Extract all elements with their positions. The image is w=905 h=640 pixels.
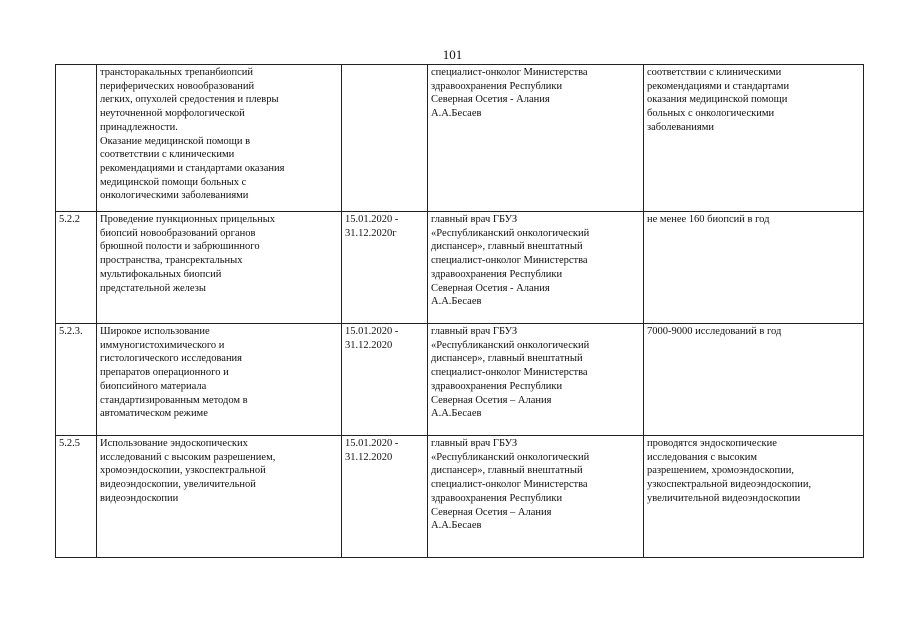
responsible-cell: специалист-онколог Министерства здравоохранения Республики Северная Осетия - Алания А.А.Бесаев (428, 65, 644, 212)
activity-cell: Широкое использование иммуногистохимического и гистологического исследования препаратов операционного и биопсийного материала стандартизированным методом в автоматическом режиме (97, 324, 342, 436)
result-cell: 7000-9000 исследований в год (644, 324, 864, 436)
dates-cell (342, 65, 428, 212)
activities-table (55, 64, 864, 558)
activity-cell: трансторакальных трепанбиопсий периферических новообразований легких, опухолей средостения и плевры неуточненной морфологической принадлежности. Оказание медицинской помощи в соответствии с клиническими рекомендациями и стандартами оказания медицинской помощи больных с онкологическими заболеваниями (97, 65, 342, 212)
responsible-cell: главный врач ГБУЗ «Республиканский онкологический диспансер», главный внештатный специалист-онколог Министерства здравоохранения Республики Северная Осетия – Алания А.А.Бесаев (428, 436, 644, 558)
table-row (56, 324, 864, 436)
dates-cell: 15.01.2020 - 31.12.2020 (342, 324, 428, 436)
page-number: 101 (442, 47, 463, 62)
responsible-cell: главный врач ГБУЗ «Республиканский онкологический диспансер», главный внештатный специалист-онколог Министерства здравоохранения Республики Северная Осетия – Алания А.А.Бесаев (428, 324, 644, 436)
table-row (56, 436, 864, 558)
item-number-cell: 5.2.5 (56, 436, 97, 558)
item-number-cell: 5.2.3. (56, 324, 97, 436)
responsible-cell: главный врач ГБУЗ «Республиканский онкологический диспансер», главный внештатный специалист-онколог Министерства здравоохранения Республики Северная Осетия - Алания А.А.Бесаев (428, 212, 644, 324)
table-row (56, 65, 864, 212)
result-cell: не менее 160 биопсий в год (644, 212, 864, 324)
result-cell: соответствии с клиническими рекомендациями и стандартами оказания медицинской помощи больных с онкологическими заболеваниями (644, 65, 864, 212)
activity-cell: Использование эндоскопических исследований с высоким разрешением, хромоэндоскопии, узкоспектральной видеоэндоскопии, увеличительной видеоэндоскопии (97, 436, 342, 558)
item-number-cell: 5.2.2 (56, 212, 97, 324)
dates-cell: 15.01.2020 - 31.12.2020г (342, 212, 428, 324)
table-row (56, 212, 864, 324)
dates-cell: 15.01.2020 - 31.12.2020 (342, 436, 428, 558)
item-number-cell (56, 65, 97, 212)
result-cell: проводятся эндоскопические исследования с высоким разрешением, хромоэндоскопии, узкоспектральной видеоэндоскопии, увеличительной видеоэндоскопии (644, 436, 864, 558)
activity-cell: Проведение пункционных прицельных биопсий новообразований органов брюшной полости и забрюшинного пространства, трансректальных мультифокальных биопсий предстательной железы (97, 212, 342, 324)
